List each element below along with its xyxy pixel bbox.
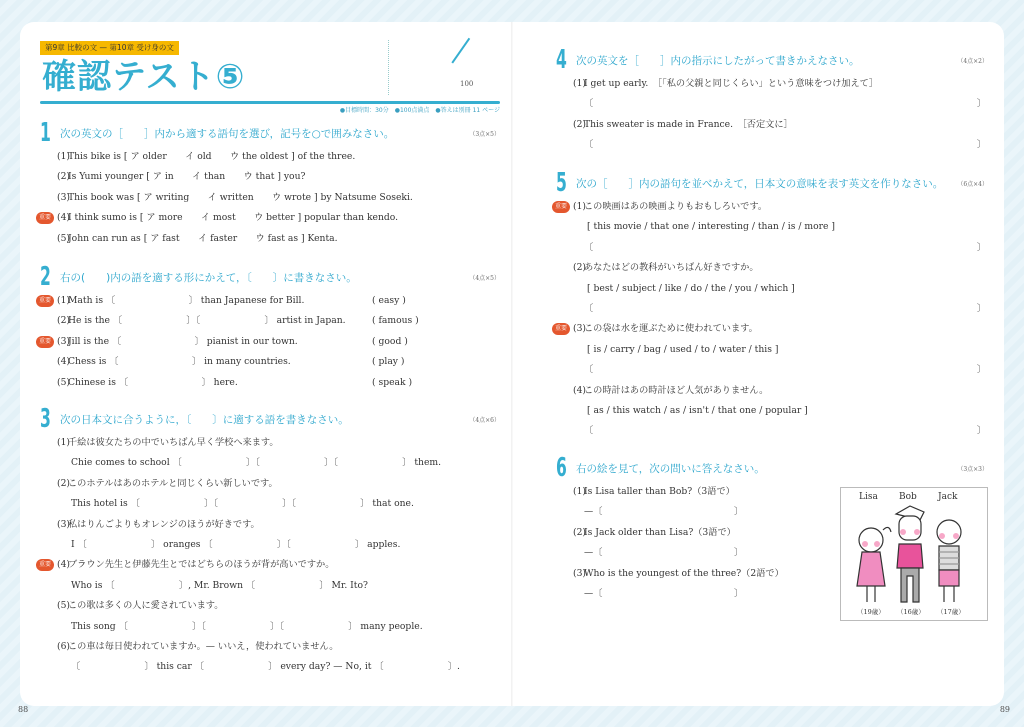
right-bracket: 〕: [976, 425, 986, 437]
answer-brackets: [556, 299, 988, 319]
question-list: [556, 74, 988, 156]
question-number: (4): [573, 384, 587, 396]
section-heading: [556, 453, 988, 483]
section-instruction: 次の［ ］内の語句を並べかえて，日本文の意味を表す英文を作りなさい。: [576, 177, 944, 190]
question-number: (1): [573, 486, 587, 497]
word-hint: ( famous ): [372, 315, 419, 327]
answer-line: [556, 279, 988, 299]
question-text: Who is the youngest of the three?（2語で）: [584, 567, 784, 579]
question-row: [556, 74, 988, 94]
question-text: This hotel is 〔 〕〔 〕〔 〕 that one.: [71, 498, 414, 510]
question-text: John can run as [ ア fast イ faster ウ fast as ] Kenta.: [68, 232, 338, 244]
left-bracket: 〔: [584, 98, 594, 110]
figure-name-jack: Jack: [938, 492, 958, 502]
section-heading: [556, 45, 988, 75]
question-number: (4): [57, 559, 71, 571]
answer-line: [556, 217, 988, 237]
section-1: [38, 118, 500, 249]
left-bracket: 〔: [584, 302, 594, 314]
question-text: ブラウン先生と伊藤先生とではどちらのほうが背が高いですか。: [68, 559, 335, 571]
answer-line: [556, 401, 988, 421]
important-badge: 重要: [36, 336, 54, 348]
question-text: [ is / carry / bag / used / to / water / this ]: [587, 343, 779, 355]
question-text: Math is 〔 〕 than Japanese for Bill.: [68, 295, 305, 306]
question-row: [40, 208, 500, 228]
answer-line: [556, 340, 988, 360]
section-instruction: 右の絵を見て，次の問いに答えなさい。: [576, 462, 765, 475]
question-row: [40, 291, 500, 311]
question-number: (4): [57, 212, 71, 224]
question-number: (3): [57, 191, 71, 203]
word-hint: ( play ): [372, 356, 405, 368]
right-bracket: 〕: [734, 547, 744, 559]
section-points: （3点×3）: [957, 465, 988, 473]
question-text: Chie comes to school 〔 〕〔 〕〔 〕 them.: [71, 457, 442, 469]
section-points: （6点×4）: [957, 180, 988, 188]
answer-line: [40, 617, 500, 637]
answer-line: [40, 535, 500, 555]
section-heading: [40, 262, 500, 292]
section-number: 3: [40, 404, 51, 434]
question-text: Jill is the 〔 〕 pianist in our town.: [68, 335, 298, 347]
question-text: 私はりんごよりもオレンジのほうが好きです。: [68, 518, 260, 530]
section-heading: [40, 118, 500, 148]
question-row: [40, 555, 500, 575]
left-bracket: 〔: [584, 139, 594, 151]
section-points: （4点×2）: [957, 57, 988, 65]
question-text: Is Jack older than Lisa?（3語で）: [584, 526, 736, 538]
question-number: (3): [57, 335, 71, 347]
word-hint: ( easy ): [372, 295, 406, 306]
question-row: [40, 474, 500, 494]
answer-brackets: [556, 135, 988, 155]
test-meta: ●目標時間：30分 ●100点満点 ●答えは別冊 11 ページ: [339, 107, 500, 114]
question-text: Is Yumi younger [ ア in イ than ウ that ] you?: [68, 171, 306, 183]
question-text: この時計はあの時計ほど人気がありません。: [584, 384, 769, 396]
question-number: (6): [57, 640, 71, 652]
section-3: [38, 404, 500, 678]
section-instruction: 次の英文の［ ］内から適する語句を選び，記号を○で囲みなさい。: [60, 127, 395, 140]
question-text: I get up early. ［「私の父親と同じくらい」という意味をつけ加えて］: [584, 78, 879, 89]
figure-name-bob: Bob: [899, 492, 917, 502]
right-bracket: 〕: [976, 241, 986, 253]
answer-line: [40, 453, 500, 473]
question-number: (3): [573, 567, 587, 579]
page-number-right: 89: [999, 705, 1010, 714]
question-row: [40, 373, 500, 393]
question-row: [556, 381, 988, 401]
important-badge: 重要: [36, 559, 54, 571]
question-number: (3): [573, 323, 587, 335]
question-text: I 〔 〕 oranges 〔 〕〔 〕 apples.: [71, 538, 401, 550]
question-number: (2): [57, 171, 71, 183]
answer-line: [40, 657, 500, 677]
question-number: (5): [57, 376, 71, 388]
right-bracket: 〕: [734, 506, 744, 518]
right-bracket: 〕: [976, 302, 986, 314]
question-number: (5): [57, 600, 71, 612]
section-number: 4: [556, 45, 567, 75]
figure-age-bob: （16歳）: [897, 608, 925, 616]
question-row: [40, 188, 500, 208]
left-bracket: —〔: [584, 506, 603, 518]
left-bracket: —〔: [584, 587, 603, 599]
question-text: このホテルはあのホテルと同じくらい新しいです。: [68, 477, 278, 489]
figure-age-jack: （17歳）: [937, 608, 965, 616]
section-points: （4点×5）: [469, 274, 500, 282]
page-fold: [511, 22, 513, 706]
right-bracket: 〕: [976, 364, 986, 376]
question-text: Who is 〔 〕, Mr. Brown 〔 〕 Mr. Ito?: [71, 579, 368, 591]
section-number: 1: [40, 118, 51, 148]
question-text: Chess is 〔 〕 in many countries.: [68, 356, 291, 368]
important-badge: 重要: [36, 295, 54, 307]
question-row: [40, 433, 500, 453]
question-number: (1): [573, 201, 587, 212]
question-text: [ best / subject / like / do / the / you / which ]: [587, 282, 795, 294]
question-number: (5): [57, 232, 71, 244]
important-badge: 重要: [552, 323, 570, 335]
answer-brackets: [556, 238, 988, 258]
question-row: [40, 167, 500, 187]
question-row: [556, 115, 988, 135]
question-text: この車は毎日使われていますか。— いいえ，使われていません。: [68, 640, 339, 652]
right-bracket: 〕: [976, 98, 986, 110]
answer-brackets: [556, 421, 988, 441]
question-text: この歌は多くの人に愛されています。: [68, 600, 224, 612]
figure-age-lisa: （19歳）: [857, 608, 885, 616]
question-text: 〔 〕 this car 〔 〕 every day? — No, it 〔 〕.: [71, 661, 460, 673]
question-text: この映画はあの映画よりもおもしろいです。: [584, 201, 768, 212]
question-row: [40, 229, 500, 249]
figure-name-lisa: Lisa: [859, 492, 878, 502]
word-hint: ( speak ): [372, 376, 413, 388]
score-divider: [388, 40, 389, 95]
section-instruction: 次の英文を［ ］内の指示にしたがって書きかえなさい。: [576, 54, 860, 67]
question-text: This sweater is made in France. ［否定文に］: [584, 118, 793, 130]
answer-line: [40, 494, 500, 514]
question-text: 千絵は彼女たちの中でいちばん早く学校へ来ます。: [68, 437, 279, 448]
question-row: [40, 332, 500, 352]
question-list: [40, 291, 500, 393]
question-text: I think sumo is [ ア more イ most ウ better ] popular than kendo.: [68, 212, 399, 224]
question-text: This book was [ ア writing イ written ウ wrote ] by Natsume Soseki.: [68, 191, 413, 203]
page-title: 確認テスト⑤: [42, 57, 246, 97]
question-list: [556, 197, 988, 442]
question-list: [40, 147, 500, 249]
question-number: (1): [57, 295, 71, 306]
question-number: (2): [57, 477, 71, 489]
title-rule: [40, 101, 500, 104]
question-row: [40, 515, 500, 535]
left-bracket: 〔: [584, 425, 594, 437]
children-drawing: [841, 488, 987, 606]
question-row: [40, 596, 500, 616]
question-text: Chinese is 〔 〕 here.: [68, 376, 238, 388]
answer-brackets: [556, 94, 988, 114]
question-text: [ as / this watch / as / isn't / that one / popular ]: [587, 404, 808, 416]
word-hint: ( good ): [372, 335, 408, 347]
question-number: (4): [57, 356, 71, 368]
question-number: (2): [57, 315, 71, 327]
question-number: (1): [57, 151, 71, 162]
left-bracket: —〔: [584, 547, 603, 559]
important-badge: 重要: [36, 212, 54, 224]
question-number: (2): [573, 526, 587, 538]
answer-line: [40, 576, 500, 596]
score-max: 100: [460, 80, 474, 88]
left-bracket: 〔: [584, 241, 594, 253]
question-number: (1): [573, 78, 587, 89]
section-number: 2: [40, 262, 51, 292]
section-2: [38, 262, 500, 393]
section-instruction: 右の( )内の語を適する形にかえて，〔 〕に書きなさい。: [60, 271, 357, 284]
question-row: [556, 258, 988, 278]
section-points: （4点×6）: [469, 416, 500, 424]
section-points: （3点×5）: [469, 130, 500, 138]
question-row: [40, 311, 500, 331]
chapter-tag: 第9章 比較の文 — 第10章 受け身の文: [40, 41, 179, 55]
section-4: [556, 45, 988, 156]
children-illustration: [840, 487, 988, 621]
section-5: [554, 168, 988, 442]
question-row: [40, 147, 500, 167]
section-heading: [556, 168, 988, 198]
left-bracket: 〔: [584, 364, 594, 376]
question-text: この袋は水を運ぶために使われています。: [584, 323, 758, 335]
question-number: (2): [573, 262, 587, 274]
question-number: (2): [573, 118, 587, 130]
question-number: (3): [57, 518, 71, 530]
question-text: This song 〔 〕〔 〕〔 〕 many people.: [71, 620, 423, 632]
question-text: This bike is [ ア older イ old ウ the oldest ] of the three.: [68, 151, 356, 162]
question-text: [ this movie / that one / interesting / than / is / more ]: [587, 221, 835, 233]
question-row: [556, 319, 988, 339]
question-row: [40, 352, 500, 372]
section-number: 6: [556, 453, 567, 483]
question-row: [40, 637, 500, 657]
question-number: (1): [57, 437, 71, 448]
question-list: [40, 433, 500, 678]
page-number-left: 88: [18, 705, 29, 714]
important-badge: 重要: [552, 201, 570, 213]
question-text: あなたはどの教科がいちばん好きですか。: [584, 262, 759, 274]
question-text: He is the 〔 〕〔 〕 artist in Japan.: [68, 315, 346, 327]
question-row: [556, 197, 988, 217]
right-bracket: 〕: [734, 587, 744, 599]
right-bracket: 〕: [976, 139, 986, 151]
section-heading: [40, 404, 500, 434]
section-number: 5: [556, 168, 567, 198]
question-text: Is Lisa taller than Bob?（3語で）: [584, 486, 735, 497]
section-instruction: 次の日本文に合うように，〔 〕に適する語を書きなさい。: [60, 413, 349, 426]
answer-brackets: [556, 360, 988, 380]
